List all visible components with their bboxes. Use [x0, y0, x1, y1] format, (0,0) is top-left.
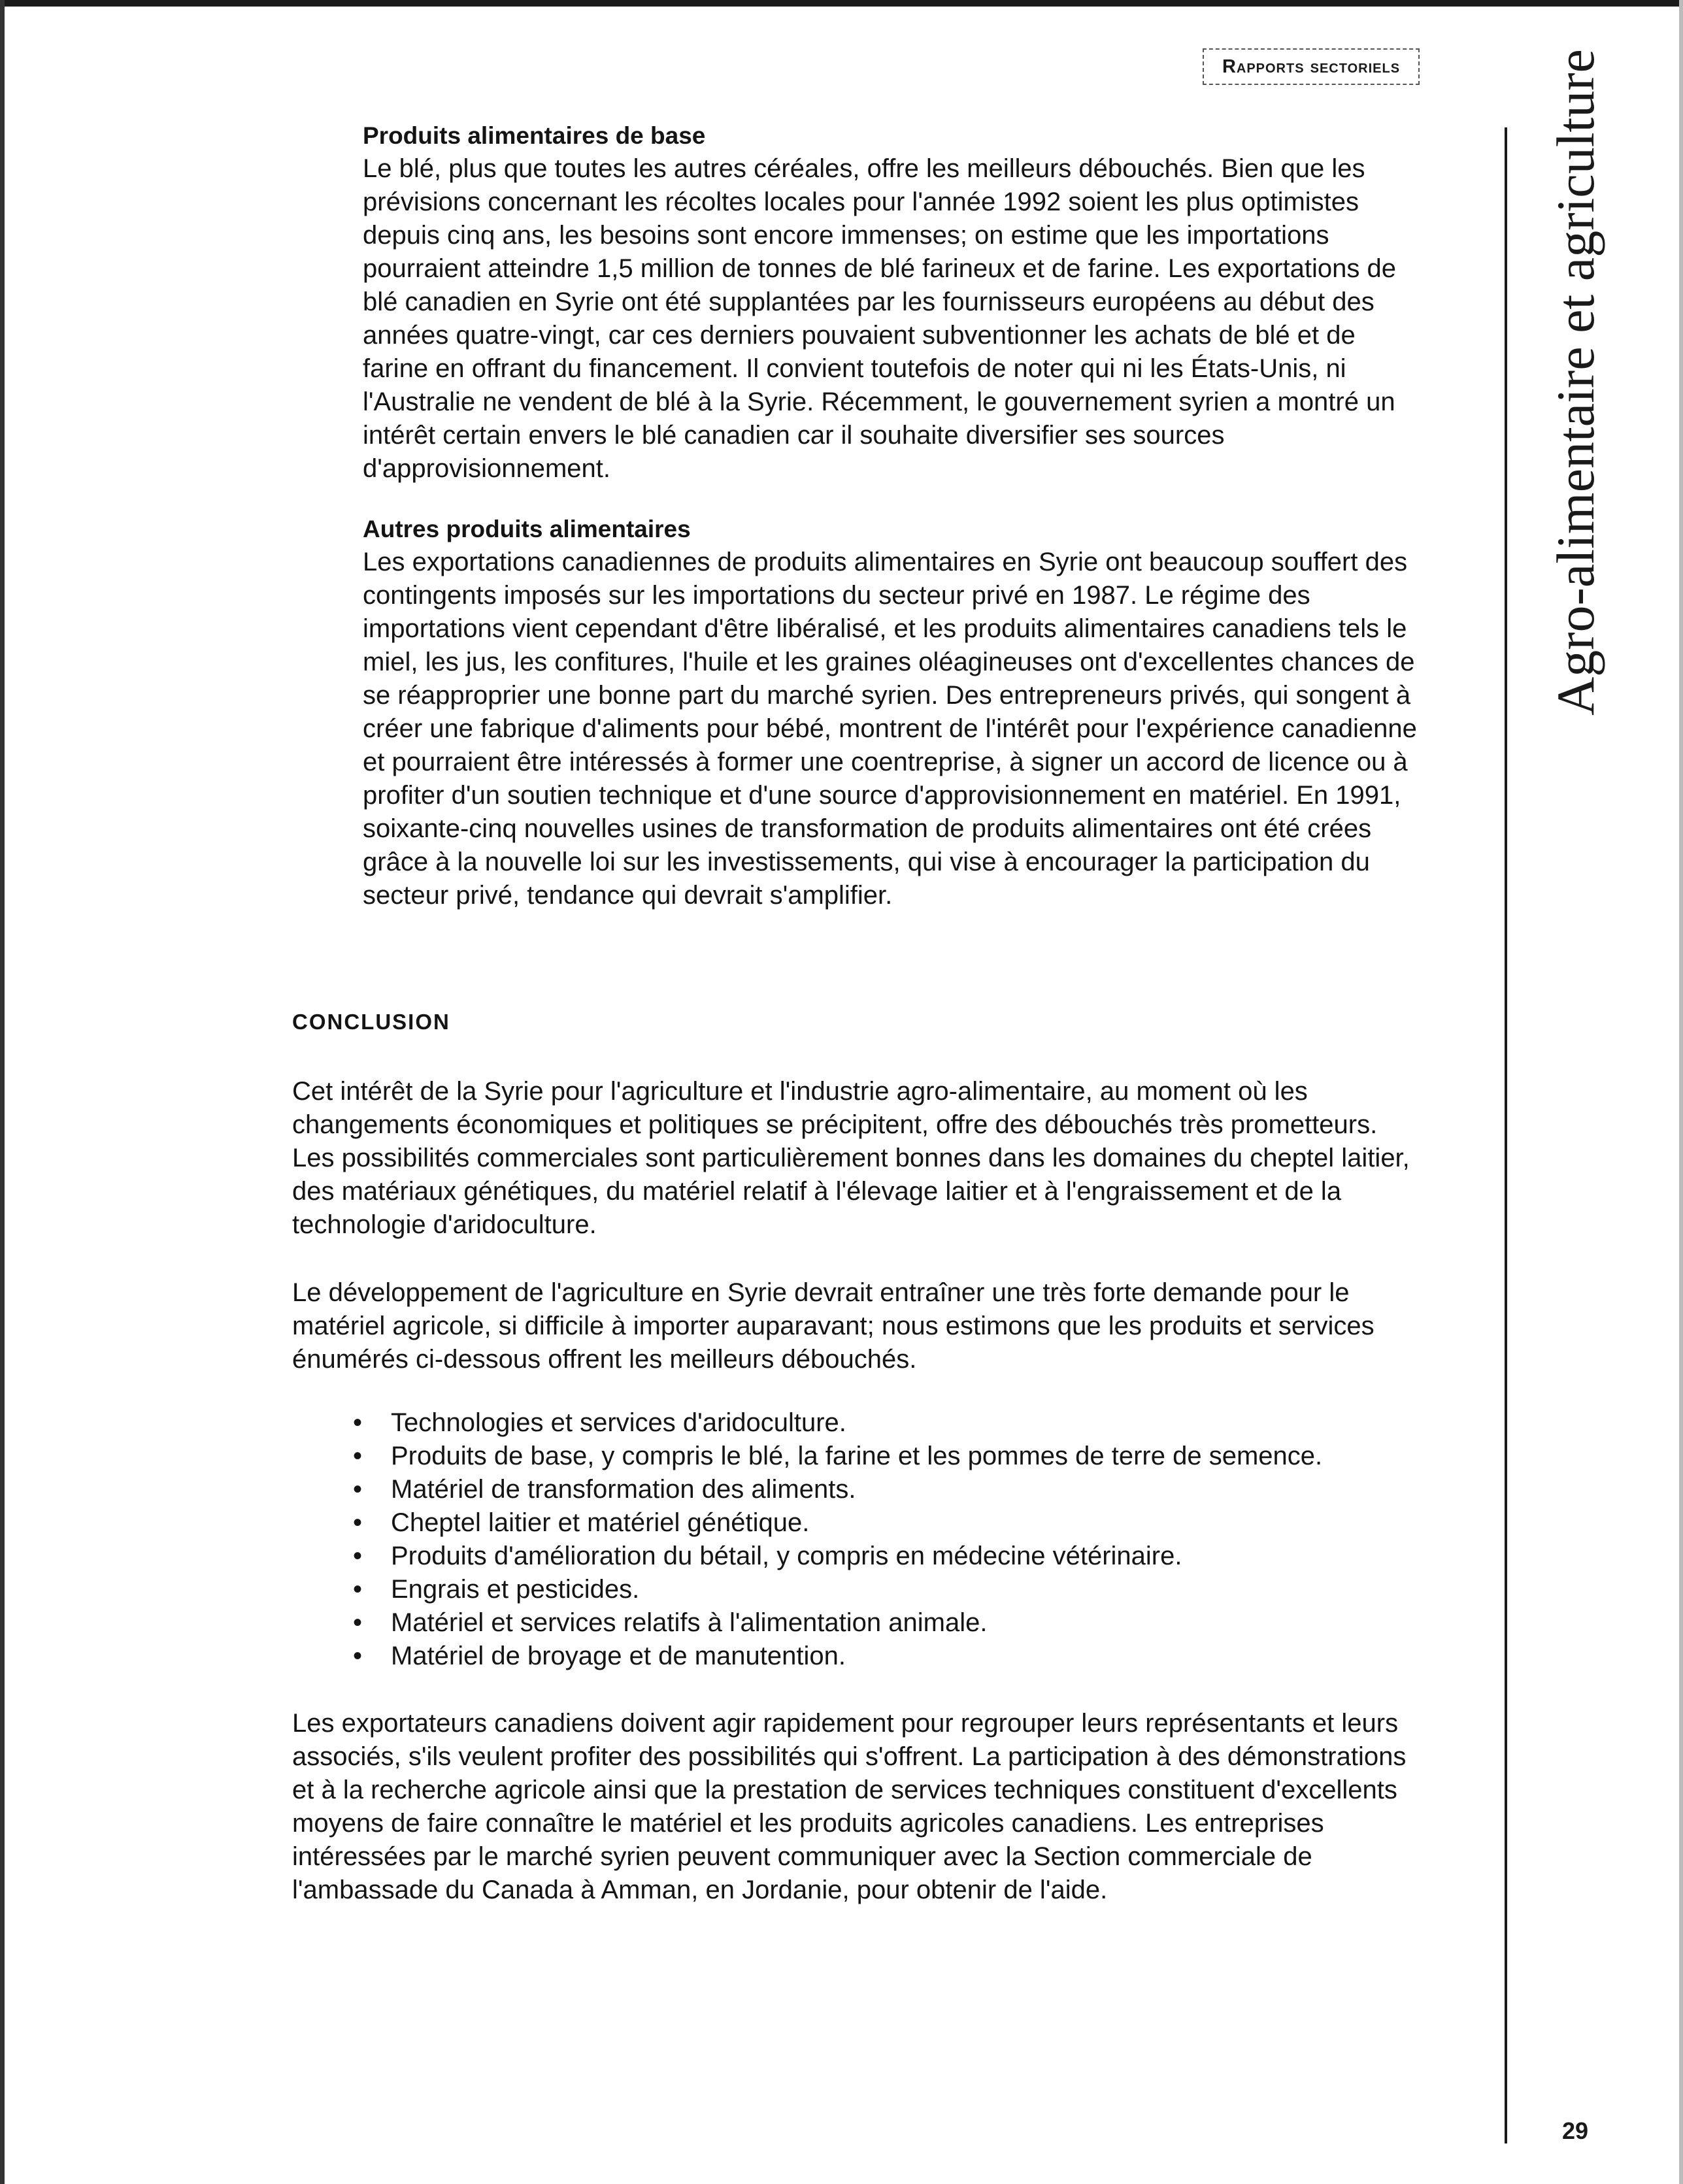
list-item — [353, 1473, 1322, 1506]
sidebar-title: Agro-alimentaire et agriculture — [1546, 49, 1605, 716]
conclusion-paragraph-1 — [292, 1075, 1416, 1242]
bullet-icon: • — [353, 1442, 363, 1470]
bullet-icon: • — [353, 1575, 363, 1604]
section-other-food — [363, 513, 1422, 912]
list-item-text: Engrais et pesticides. — [391, 1575, 640, 1604]
list-item-text: Produits de base, y compris le blé, la farine et les pommes de terre de semence. — [391, 1442, 1323, 1470]
list-item — [353, 1540, 1322, 1573]
list-item — [353, 1506, 1322, 1540]
section-heading: Autres produits alimentaires — [363, 516, 691, 542]
section-heading: Produits alimentaires de base — [363, 122, 706, 149]
bullet-icon: • — [353, 1508, 363, 1537]
section-basic-food — [363, 120, 1422, 486]
bullet-icon: • — [353, 1642, 363, 1670]
page-top-border — [0, 0, 1683, 7]
list-item — [353, 1440, 1322, 1473]
page-number: 29 — [1562, 2117, 1589, 2144]
recommendation-list — [353, 1406, 1322, 1673]
list-item-text: Matériel de broyage et de manutention. — [391, 1642, 846, 1670]
list-item — [353, 1406, 1322, 1440]
bullet-icon: • — [353, 1408, 363, 1437]
running-header: Rapports sectoriels — [1203, 48, 1420, 85]
page-right-border — [1679, 0, 1683, 2184]
list-item-text: Produits d'amélioration du bétail, y compris en médecine vétérinaire. — [391, 1542, 1182, 1570]
sidebar-rule — [1505, 127, 1507, 2143]
bullet-icon: • — [353, 1475, 363, 1504]
bullet-icon: • — [353, 1608, 363, 1637]
paragraph: Le développement de l'agriculture en Syrie devrait entraîner une très forte demande pour le matériel agricole, si difficile à importer auparavant; nous estimons que les produits et services énumérés ci-dessous offrent les meilleurs débouchés. — [292, 1278, 1375, 1374]
list-item-text: Technologies et services d'aridoculture. — [391, 1408, 846, 1437]
paragraph: Les exportateurs canadiens doivent agir rapidement pour regrouper leurs représentants et leurs associés, s'ils veulent profiter des possibilités qui s'offrent. La participation à des démonstrations et à la recherche agricole ainsi que la prestation de services techniques constituent d'excellents moyens de faire connaître le matériel et les produits agricoles canadiens. Les entreprises intéressées par le marché syrien peuvent communiquer avec la Section commerciale de l'ambassade du Canada à Amman, en Jordanie, pour obtenir de l'aide. — [292, 1709, 1407, 1904]
list-item-text: Matériel et services relatifs à l'alimentation animale. — [391, 1608, 988, 1637]
list-item — [353, 1606, 1322, 1640]
conclusion-paragraph-2 — [292, 1276, 1416, 1376]
list-item-text: Cheptel laitier et matériel génétique. — [391, 1508, 810, 1537]
conclusion-heading: CONCLUSION — [292, 1010, 450, 1034]
list-item-text: Matériel de transformation des aliments. — [391, 1475, 856, 1504]
conclusion-paragraph-3 — [292, 1707, 1416, 1907]
paragraph: Les exportations canadiennes de produits alimentaires en Syrie ont beaucoup souffert des contingents imposés sur les importations du secteur privé en 1987. Le régime des importations vient cependant d'être libéralisé, et les produits alimentaires canadiens tels le miel, les jus, les confitures, l'huile et les graines oléagineuses ont d'excellentes chances de se réapproprier une bonne part du marché syrien. Des entrepreneurs privés, qui songent à créer une fabrique d'aliments pour bébé, montrent de l'intérêt pour l'expérience canadienne et pourraient être intéressés à former une coentreprise, à signer un accord de licence ou à profiter d'un soutien technique et d'une source d'approvisionnement en matériel. En 1991, soixante-cinq nouvelles usines de transformation de produits alimentaires ont été crées grâce à la nouvelle loi sur les investissements, qui vise à encourager la participation du secteur privé, tendance qui devrait s'amplifier. — [363, 548, 1417, 910]
paragraph: Le blé, plus que toutes les autres céréales, offre les meilleurs débouchés. Bien que les prévisions concernant les récoltes locales pour l'année 1992 soient les plus optimistes depuis cinq ans, les besoins sont encore immenses; on estime que les importations pourraient atteindre 1,5 million de tonnes de blé farineux et de farine. Les exportations de blé canadien en Syrie ont été supplantées par les fournisseurs européens au début des années quatre-vingt, car ces derniers pouvaient subventionner les achats de blé et de farine en offrant du financement. Il convient toutefois de noter qui ni les États-Unis, ni l'Australie ne vendent de blé à la Syrie. Récemment, le gouvernement syrien a montré un intérêt certain envers le blé canadien car il souhaite diversifier ses sources d'approvisionnement. — [363, 154, 1397, 483]
list-item — [353, 1640, 1322, 1673]
list-item — [353, 1573, 1322, 1606]
paragraph: Cet intérêt de la Syrie pour l'agriculture et l'industrie agro-alimentaire, au moment où les changements économiques et politiques se précipitent, offre des débouchés très prometteurs. Les possibilités commerciales sont particulièrement bonnes dans les domaines du cheptel laitier, des matériaux génétiques, du matériel relatif à l'élevage laitier et à l'engraissement et de la technologie d'aridoculture. — [292, 1077, 1410, 1239]
page-left-border — [0, 0, 5, 2184]
bullet-icon: • — [353, 1542, 363, 1570]
